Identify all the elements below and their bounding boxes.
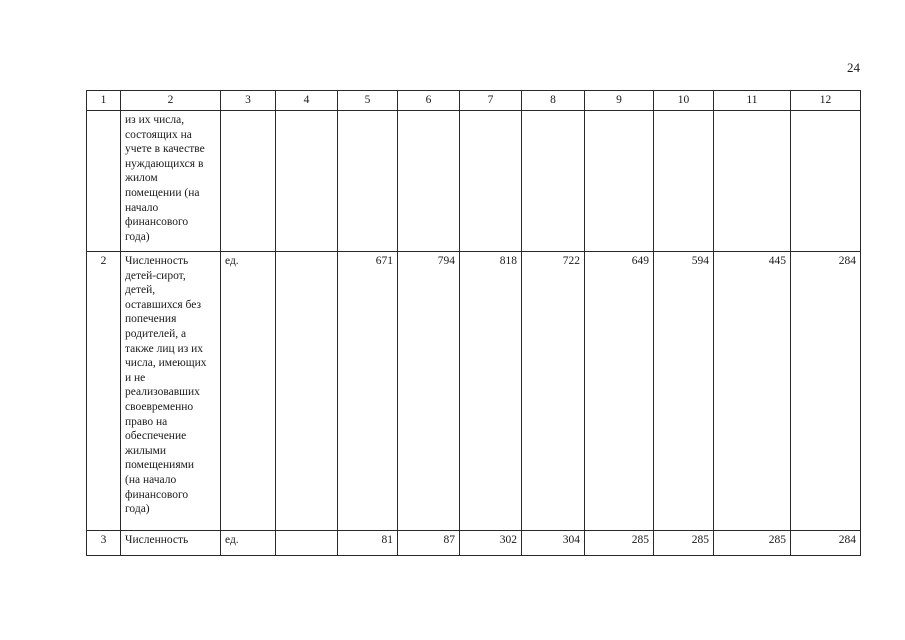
header-cell: 3 <box>221 91 276 111</box>
unit-cell: ед. <box>221 531 276 556</box>
indicator-name-cell <box>121 252 221 531</box>
value-cell: 722 <box>522 252 585 531</box>
value-cell: 285 <box>585 531 654 556</box>
value-cell <box>460 111 522 252</box>
header-cell: 8 <box>522 91 585 111</box>
value-cell <box>654 111 714 252</box>
header-cell: 6 <box>398 91 460 111</box>
header-cell: 12 <box>791 91 861 111</box>
value-cell: 284 <box>791 252 861 531</box>
header-cell: 7 <box>460 91 522 111</box>
value-cell <box>522 111 585 252</box>
header-cell: 4 <box>276 91 338 111</box>
table-header-row <box>87 91 861 111</box>
value-cell: 87 <box>398 531 460 556</box>
value-cell: 81 <box>338 531 398 556</box>
row-number-cell: 2 <box>87 252 121 531</box>
value-cell: 794 <box>398 252 460 531</box>
value-cell: 285 <box>714 531 791 556</box>
unit-cell: ед. <box>221 252 276 531</box>
col4-cell <box>276 531 338 556</box>
header-cell: 9 <box>585 91 654 111</box>
table-row <box>87 111 861 252</box>
col4-cell <box>276 111 338 252</box>
value-cell: 649 <box>585 252 654 531</box>
header-cell: 2 <box>121 91 221 111</box>
indicator-name-cell <box>121 111 221 252</box>
value-cell: 302 <box>460 531 522 556</box>
header-cell: 1 <box>87 91 121 111</box>
data-table <box>86 90 861 556</box>
value-cell: 304 <box>522 531 585 556</box>
header-cell: 5 <box>338 91 398 111</box>
value-cell <box>398 111 460 252</box>
row-number-cell: 3 <box>87 531 121 556</box>
row-number-cell <box>87 111 121 252</box>
value-cell <box>585 111 654 252</box>
value-cell: 284 <box>791 531 861 556</box>
page-number: 24 <box>847 60 860 75</box>
value-cell <box>714 111 791 252</box>
value-cell: 671 <box>338 252 398 531</box>
header-cell: 10 <box>654 91 714 111</box>
value-cell <box>338 111 398 252</box>
col4-cell <box>276 252 338 531</box>
header-cell: 11 <box>714 91 791 111</box>
table-row <box>87 531 861 556</box>
indicator-name-cell <box>121 531 221 556</box>
table-row <box>87 252 861 531</box>
indicator-name: Численность <box>125 534 189 546</box>
value-cell: 818 <box>460 252 522 531</box>
value-cell: 445 <box>714 252 791 531</box>
indicator-name: из их числа, состоящих на учете в качестве нуждающихся в жилом помещении (на начало финансового года) <box>125 114 205 243</box>
value-cell: 285 <box>654 531 714 556</box>
indicator-name: Численность детей-сирот, детей, оставшихся без попечения родителей, а также лиц из их числа, имеющих и не реализовавших своевременно право на обеспечение жилыми помещениями (на начало финансового года) <box>125 255 207 516</box>
value-cell: 594 <box>654 252 714 531</box>
value-cell <box>791 111 861 252</box>
unit-cell <box>221 111 276 252</box>
